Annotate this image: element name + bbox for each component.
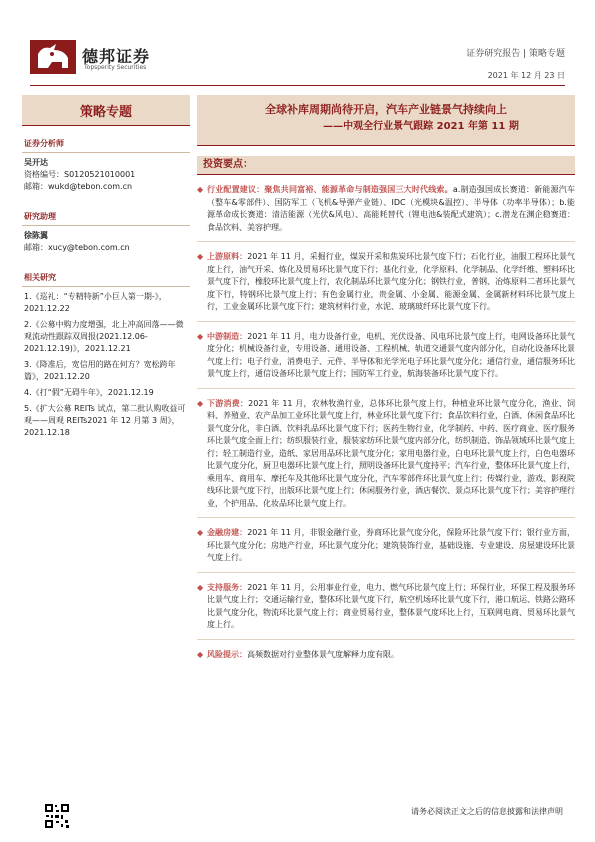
point-label: 中游制造：	[207, 331, 248, 341]
related-research-item[interactable]: 2.《公募中购力度增强，北上冲高回落——微观流动性跟踪双周报(2021.12.06-2021.12.19)》，2021.12.21	[24, 320, 184, 353]
point-label: 上游原料：	[207, 252, 248, 261]
point-text: 2021 年 11 月，电力设备行业，电机、光伏设备、风电环比景气度上行，电网设备环比景气度分化；机械设备行业，专用设备、通用设备、工程机械、轨道交通景气度内部分化，自动化设备环比景气度上行；电子行业，消费电子、元件、半导体和光学光电子环比景气度分化；通信行业，通信服务环比景气度上行，通信设备环比景气度上行；国防军工行业，航海装备环比景气度下行。	[207, 331, 575, 378]
analyst-name: 吴开达	[24, 158, 48, 167]
divider	[197, 639, 575, 640]
point-label: 下游消费：	[207, 398, 249, 408]
point-item	[197, 251, 575, 314]
bullet-icon: ◆	[197, 398, 204, 408]
qr-code-icon	[44, 803, 70, 829]
point-item	[197, 184, 575, 234]
header-divider	[30, 85, 565, 86]
analyst-cert: 资格编号：S0120521010001	[24, 170, 136, 179]
point-text: 2021 年 11 月，公用事业行业，电力、燃气环比景气度上行；环保行业，环保工程及服务环比景气度上行；交通运输行业，整体环比景气度下行，航空机场环比景气度下行，港口航运、铁路公路环比景气度分化，物流环比景气度上行；商业贸易行业，整体景气度环比上行，互联网电商、贸易环比景气度上行。	[207, 582, 575, 629]
divider	[22, 225, 190, 226]
point-text: 2021 年 11 月，非银金融行业，券商环比景气度分化，保险环比景气度下行；银行业方面，环比景气度分化；房地产行业，环比景气度分化；建筑装饰行业，基础设施、专业建设、房屋建设环比景气度上行。	[207, 528, 575, 562]
company-name: 德邦证券	[82, 47, 151, 66]
assistant-email: 邮箱：xucy@tebon.com.cn	[24, 243, 130, 252]
related-research-item[interactable]: 3.《降准后，宽信用的路在何方？宽松跨年篇》，2021.12.20	[24, 360, 176, 381]
main-content	[197, 95, 575, 661]
point-text: 2021 年 11 月，农林牧渔行业，总体环比景气度上行，种植业环比景气度分化，渔业、饲料、养殖业、农产品加工业环比景气度上行，林业环比景气度下行；食品饮料行业，白酒、休闲食品环比景气度分化，非白酒、饮料乳品环比景气度下行；医药生物行业，化学制药、中药、医疗商业、医疗服务环比景气度全面上行；纺织服装行业，服装家纺环比景气度内部分化，纺织制造、饰品领域环比景气度上行；轻工制造行业，造纸、家居用品环比景气度分化；家用电器行业，白电环比景气度上行，白色电器环比景气度分化，厨卫电器环比景气度上行，照明设备环比景气度持平；汽车行业，整体环比景气度上行，乘用车、商用车、摩托车及其他环比景气度分化，汽车零部件环比景气度上行；传媒行业，游戏、影视院线环比景气度下行，出版环比景气度上行；休闲服务行业，酒店餐饮、景点环比景气度下行；美容护理行业，个护用品、化妆品环比景气度上行。	[207, 398, 575, 508]
assistant-section-title: 研究助理	[24, 212, 56, 221]
divider	[197, 572, 575, 573]
tebon-logo-icon	[30, 40, 76, 74]
related-section-title: 相关研究	[24, 273, 56, 282]
point-label: 金融房建：	[207, 528, 248, 537]
point-item	[197, 649, 575, 662]
divider	[197, 241, 575, 242]
sidebar	[22, 95, 190, 443]
point-text: 2021 年 11 月，采掘行业，煤炭开采和焦炭环比景气度下行；石化行业，油服工程环比景气度上行，油气开采、炼化及贸易环比景气度下行；基化行业，化学原料、化学制品、化学纤维、塑料环比景气度下行，橡胶环比景气度上行，农化制品环比景气度分化；钢铁行业，普钢、冶炼原料二者环比景气度下行，特钢环比景气度上行；有色金属行业，贵金属、小金属、能源金属、金属新材料环比景气度上行，工业金属环比景气度下行；建筑材料行业，水泥、玻璃玻纤环比景气度下行。	[207, 252, 575, 311]
report-type: 证券研究报告 | 策略专题	[466, 49, 565, 59]
point-item	[197, 582, 575, 632]
report-date: 2021 年 12 月 23 日	[487, 71, 565, 80]
bullet-icon: ◆	[197, 528, 204, 537]
bullet-icon: ◆	[197, 252, 204, 261]
related-research-item[interactable]: 1.《巡礼：“专精特新”小巨人第一期-》，2021.12.22	[24, 292, 167, 313]
point-label: 支持服务：	[207, 582, 248, 592]
company-name-en: Topsperity Securities	[84, 64, 147, 71]
point-label: 风险提示：	[207, 649, 247, 659]
related-research-item[interactable]: 4.《打“假”无碍牛年》，2021.12.19	[24, 388, 154, 397]
point-text: a.制造强国成长赛道：新能源汽车（整车&零部件）、国防军工（飞机&导弹产业链）、IDC（光模块&温控）、半导体（功率半导体）；b.能源革命成长赛道：清洁能源（光伏&风电）、高能耗替代（锂电池&装配式建筑）；c.潜龙在渊企稳赛道：食品饮料、美容护理。	[207, 185, 575, 232]
analyst-section-title: 证券分析师	[24, 139, 64, 148]
point-text: 高频数据对行业整体景气度解释力度有限。	[247, 649, 399, 659]
divider	[197, 517, 575, 518]
point-item	[197, 527, 575, 565]
divider	[22, 286, 190, 287]
points-header: 投资要点：	[197, 156, 575, 175]
related-research-list	[24, 291, 190, 439]
assistant-name: 徐陈翼	[24, 231, 48, 240]
title-divider	[197, 145, 575, 146]
divider	[197, 388, 575, 389]
point-label: 行业配置建议：聚焦共同富裕、能源革命与制造强国三大时代线索。	[207, 185, 453, 194]
bullet-icon: ◆	[197, 649, 204, 659]
point-item	[197, 398, 575, 511]
report-subtitle: ——中观全行业景气跟踪 2021 年第 11 期	[323, 121, 519, 132]
related-research-item[interactable]: 5.《扩大公募 REITs 试点，第二批认购收益可观——周观 REITs2021 年 12 月第 3 周》，2021.12.18	[24, 404, 186, 437]
divider	[197, 321, 575, 322]
disclaimer-footer: 请务必阅读正文之后的信息披露和法律声明	[411, 807, 563, 816]
bullet-icon: ◆	[197, 582, 204, 592]
analyst-email: 邮箱：wukd@tebon.com.cn	[24, 182, 133, 191]
report-title: 全球补库周期尚待开启，汽车产业链景气持续向上	[265, 103, 507, 116]
point-item	[197, 331, 575, 381]
category-label: 策略专题	[22, 95, 190, 126]
bullet-icon: ◆	[197, 331, 204, 341]
divider	[22, 152, 190, 153]
bullet-icon: ◆	[197, 185, 204, 194]
report-title-box	[197, 95, 575, 145]
